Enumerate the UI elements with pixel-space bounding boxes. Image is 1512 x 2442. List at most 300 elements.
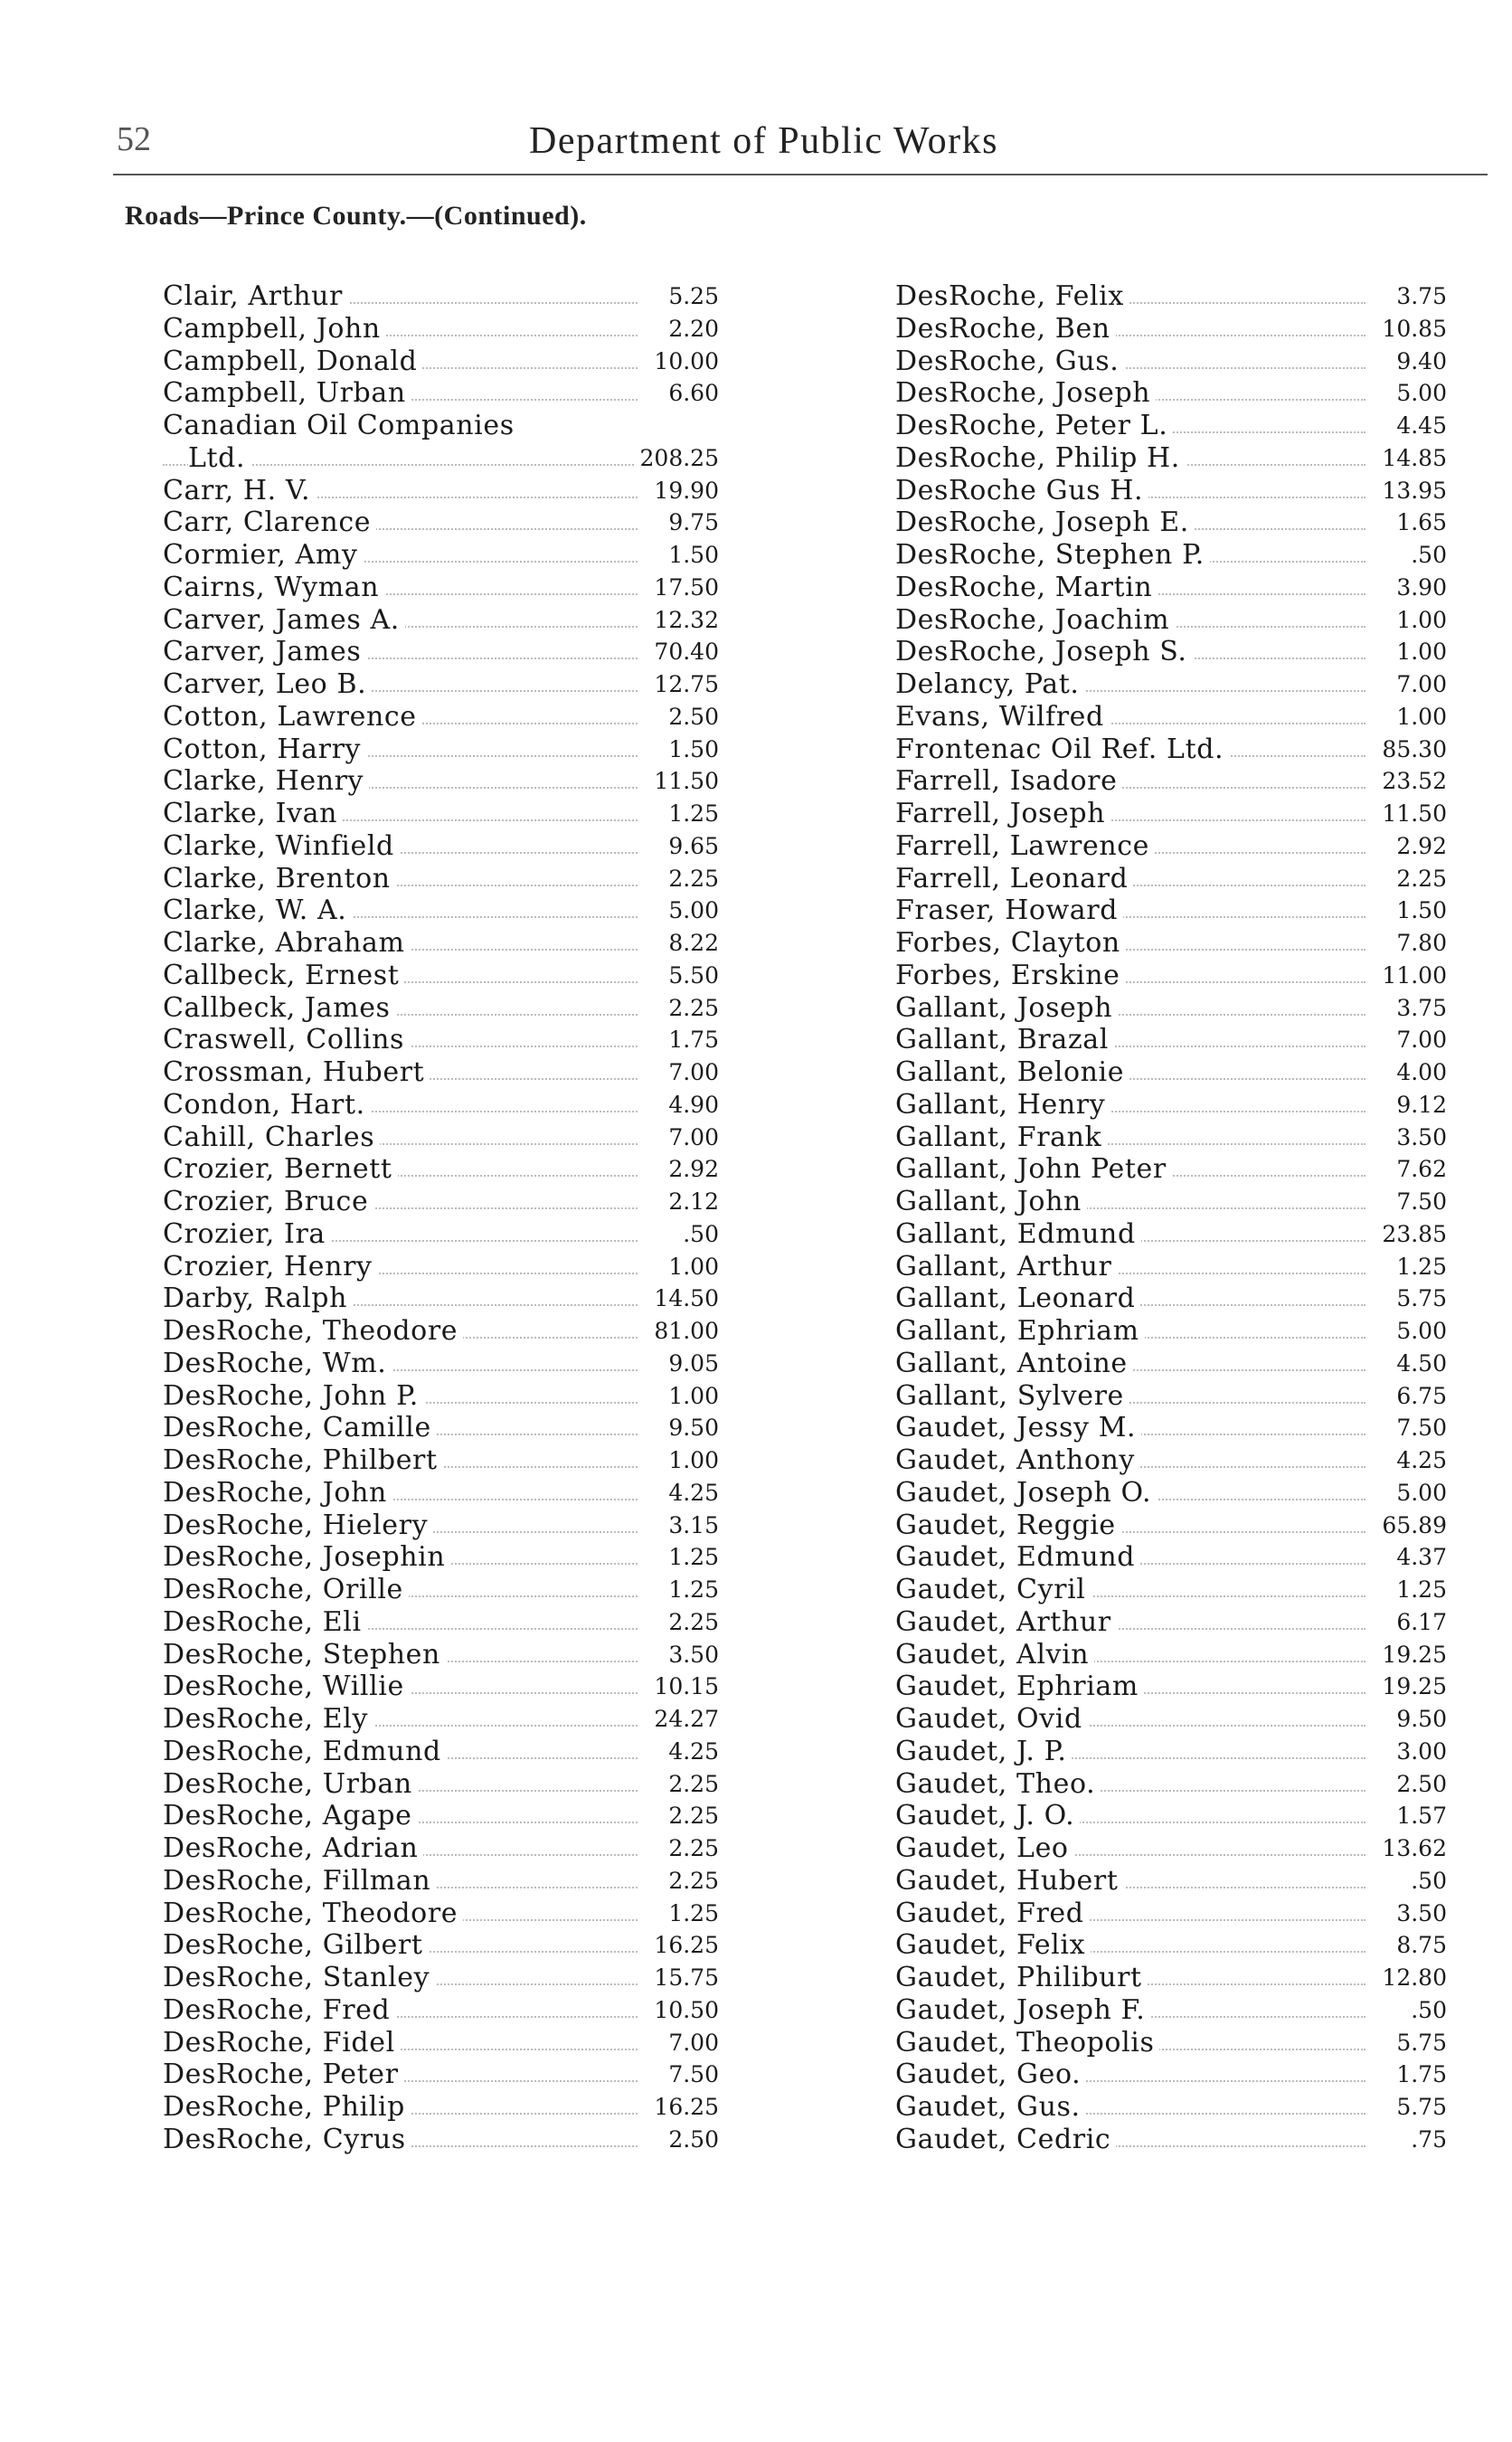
amount: 4.25 — [1391, 1444, 1447, 1477]
ledger-row — [895, 280, 1447, 313]
payee-name: DesRoche, John P. — [163, 1380, 424, 1413]
payee-name: Gallant, Henry — [895, 1089, 1110, 1122]
payee-name: Gaudet, Arthur — [895, 1606, 1117, 1639]
ledger-row — [895, 2027, 1447, 2059]
payee-name: DesRoche Gus H. — [895, 475, 1148, 507]
payee-name: Gaudet, Joseph F. — [895, 1994, 1150, 2027]
amount: 65.89 — [1376, 1510, 1447, 1542]
amount: 2.25 — [663, 1768, 719, 1801]
ledger-row — [163, 1412, 719, 1444]
ledger-row — [895, 1251, 1447, 1283]
amount: 3.75 — [1391, 992, 1447, 1025]
ledger-row — [163, 377, 719, 410]
amount: 2.92 — [1391, 830, 1447, 863]
amount: 85.30 — [1376, 734, 1447, 766]
amount: 5.75 — [1391, 1283, 1447, 1315]
ledger-row — [163, 1153, 719, 1186]
amount: 23.52 — [1376, 765, 1447, 798]
amount: 13.62 — [1376, 1832, 1447, 1865]
ledger-row — [895, 1671, 1447, 1703]
ledger-row — [895, 701, 1447, 734]
payee-name: Gallant, Frank — [895, 1122, 1107, 1154]
payee-name: DesRoche, Philbert — [163, 1444, 443, 1477]
amount: 15.75 — [648, 1962, 719, 1994]
payee-name: Gaudet, Anthony — [895, 1444, 1140, 1477]
payee-name: Craswell, Collins — [163, 1024, 410, 1056]
payee-name: Gaudet, Ephriam — [895, 1671, 1144, 1703]
ledger-row — [895, 313, 1447, 345]
amount: 3.00 — [1391, 1736, 1447, 1768]
ledger-row — [895, 927, 1447, 960]
payee-name: Forbes, Clayton — [895, 927, 1126, 960]
payee-name: DesRoche, Stephen P. — [895, 539, 1210, 572]
ledger-row — [163, 1994, 719, 2027]
payee-name: Callbeck, Ernest — [163, 960, 404, 992]
ledger-row — [163, 1898, 719, 1930]
amount: 5.00 — [663, 894, 719, 927]
amount: 6.17 — [1391, 1606, 1447, 1639]
amount: 17.50 — [648, 572, 719, 604]
ledger-row — [163, 1671, 719, 1703]
payee-name: Ltd. — [188, 442, 250, 475]
amount: 10.85 — [1376, 313, 1447, 345]
payee-name: Cotton, Harry — [163, 734, 366, 766]
payee-name: DesRoche, Eli — [163, 1606, 367, 1639]
payee-name: DesRoche, Ely — [163, 1703, 373, 1736]
amount: 5.00 — [1391, 377, 1447, 410]
amount: 4.25 — [663, 1477, 719, 1510]
ledger-row — [163, 313, 719, 345]
ledger-row — [895, 1218, 1447, 1251]
payee-name: Delancy, Pat. — [895, 668, 1085, 701]
amount: 208.25 — [635, 442, 719, 475]
amount: 1.65 — [1391, 506, 1447, 539]
ledger-row — [895, 798, 1447, 830]
ledger-row — [163, 1541, 719, 1574]
ledger-row — [163, 1768, 719, 1801]
payee-name: Gaudet, Edmund — [895, 1541, 1140, 1574]
amount: 9.65 — [663, 830, 719, 863]
payee-name: Gaudet, J. P. — [895, 1736, 1072, 1768]
amount: 2.25 — [1391, 863, 1447, 895]
ledger-row — [163, 830, 719, 863]
amount: .50 — [677, 1218, 719, 1251]
amount: 7.00 — [663, 1056, 719, 1089]
payee-name: Farrell, Joseph — [895, 798, 1110, 830]
amount: 9.12 — [1391, 1089, 1447, 1122]
amount: 19.90 — [648, 475, 719, 507]
amount: 23.85 — [1376, 1218, 1447, 1251]
ledger-row — [895, 1703, 1447, 1736]
payee-name: DesRoche, Josephin — [163, 1541, 450, 1574]
ledger-row — [163, 1218, 719, 1251]
payee-name: DesRoche, Joseph E. — [895, 506, 1195, 539]
ledger-row — [895, 636, 1447, 668]
payee-name: Evans, Wilfred — [895, 701, 1110, 734]
ledger-row — [163, 1832, 719, 1865]
ledger-row — [163, 1606, 719, 1639]
ledger-row — [895, 1541, 1447, 1574]
payee-name: Clair, Arthur — [163, 280, 348, 313]
payee-name: Gaudet, J. O. — [895, 1800, 1080, 1832]
ledger-row — [895, 1477, 1447, 1510]
ledger-row — [163, 1510, 719, 1542]
amount: 7.62 — [1391, 1153, 1447, 1186]
ledger-row — [895, 1283, 1447, 1315]
amount: 12.32 — [648, 604, 719, 637]
amount: 2.20 — [663, 313, 719, 345]
payee-name: Clarke, W. A. — [163, 894, 352, 927]
payee-name: Clarke, Henry — [163, 765, 369, 798]
page-header — [113, 119, 1469, 174]
payee-name: DesRoche, Philip H. — [895, 442, 1186, 475]
ledger-row — [163, 1315, 719, 1348]
payee-name: Gaudet, Felix — [895, 1929, 1091, 1962]
ledger-row — [163, 280, 719, 313]
payee-name: DesRoche, Theodore — [163, 1315, 463, 1348]
page-title: Department of Public Works — [529, 120, 998, 162]
payee-name: DesRoche, Theodore — [163, 1898, 463, 1930]
ledger-row — [163, 1056, 719, 1089]
payee-name: Farrell, Leonard — [895, 863, 1133, 895]
amount: 1.00 — [1391, 701, 1447, 734]
ledger-row — [895, 1736, 1447, 1768]
amount: 2.50 — [663, 2124, 719, 2156]
amount: 1.50 — [663, 734, 719, 766]
right-column — [895, 280, 1447, 2156]
amount: 2.50 — [1391, 1768, 1447, 1801]
payee-name: Campbell, Urban — [163, 377, 411, 410]
amount: 8.75 — [1391, 1929, 1447, 1962]
amount: 3.90 — [1391, 572, 1447, 604]
payee-name: Campbell, Donald — [163, 345, 422, 378]
payee-name: Gaudet, Cyril — [895, 1574, 1091, 1606]
ledger-row — [895, 1994, 1447, 2027]
amount: 13.95 — [1376, 475, 1447, 507]
payee-name: Gaudet, Reggie — [895, 1510, 1121, 1542]
payee-name: Crozier, Bernett — [163, 1153, 398, 1186]
payee-name: Gaudet, Jessy M. — [895, 1412, 1141, 1444]
ledger-row — [895, 1832, 1447, 1865]
ledger-row — [163, 475, 719, 507]
ledger-row — [895, 1574, 1447, 1606]
amount: 12.75 — [648, 668, 719, 701]
payee-name: Gallant, Belonie — [895, 1056, 1129, 1089]
amount: 16.25 — [648, 2091, 719, 2124]
amount: 10.00 — [648, 345, 719, 378]
ledger-row — [163, 506, 719, 539]
ledger-row — [163, 442, 719, 475]
left-column — [163, 280, 719, 2156]
payee-name: Clarke, Winfield — [163, 830, 400, 863]
ledger-row — [163, 992, 719, 1025]
payee-name: Callbeck, James — [163, 992, 396, 1025]
amount: .50 — [1405, 539, 1447, 572]
amount: 5.25 — [663, 280, 719, 313]
payee-name: DesRoche, Edmund — [163, 1736, 447, 1768]
ledger-row — [163, 701, 719, 734]
payee-name: Farrell, Lawrence — [895, 830, 1155, 863]
payee-name: DesRoche, Agape — [163, 1800, 418, 1832]
amount: 8.22 — [663, 927, 719, 960]
amount: 19.25 — [1376, 1671, 1447, 1703]
amount: 9.50 — [663, 1412, 719, 1444]
payee-name: Canadian Oil Companies — [163, 410, 520, 442]
ledger-row — [895, 572, 1447, 604]
ledger-row — [895, 1639, 1447, 1671]
amount: 4.90 — [663, 1089, 719, 1122]
payee-name: Crozier, Bruce — [163, 1186, 373, 1218]
header-rule — [113, 174, 1488, 175]
payee-name: Crossman, Hubert — [163, 1056, 430, 1089]
payee-name: Carr, H. V. — [163, 475, 316, 507]
ledger-row — [895, 345, 1447, 378]
payee-name: Gaudet, Hubert — [895, 1865, 1124, 1898]
payee-name: Gallant, John — [895, 1186, 1087, 1218]
ledger-row — [895, 1412, 1447, 1444]
payee-name: DesRoche, Stephen — [163, 1639, 446, 1671]
amount: 4.25 — [663, 1736, 719, 1768]
payee-name: DesRoche, Peter L. — [895, 410, 1173, 442]
ledger-row — [163, 1444, 719, 1477]
ledger-row — [895, 1315, 1447, 1348]
payee-name: Gaudet, Cedric — [895, 2124, 1116, 2156]
amount: 3.50 — [1391, 1898, 1447, 1930]
ledger-row — [163, 1024, 719, 1056]
ledger-row — [895, 992, 1447, 1025]
amount: 9.75 — [663, 506, 719, 539]
ledger-row — [895, 960, 1447, 992]
ledger-row — [163, 734, 719, 766]
amount: 4.37 — [1391, 1541, 1447, 1574]
ledger-row — [895, 377, 1447, 410]
amount: 6.60 — [663, 377, 719, 410]
ledger-row — [895, 894, 1447, 927]
amount: 1.50 — [1391, 894, 1447, 927]
payee-name: Gaudet, Alvin — [895, 1639, 1094, 1671]
payee-name: Carver, James — [163, 636, 366, 668]
ledger-row — [895, 1962, 1447, 1994]
payee-name: Gallant, Antoine — [895, 1348, 1133, 1380]
ledger-row — [163, 863, 719, 895]
ledger-row — [163, 960, 719, 992]
payee-name: Gaudet, Geo. — [895, 2059, 1086, 2091]
amount: 7.00 — [1391, 668, 1447, 701]
amount: 1.75 — [663, 1024, 719, 1056]
ledger-row — [895, 506, 1447, 539]
amount: 11.00 — [1376, 960, 1447, 992]
amount: 14.50 — [648, 1283, 719, 1315]
amount: 11.50 — [648, 765, 719, 798]
amount: 1.00 — [663, 1251, 719, 1283]
ledger-row — [163, 1380, 719, 1413]
ledger-row — [895, 1348, 1447, 1380]
payee-name: Crozier, Ira — [163, 1218, 331, 1251]
ledger-row — [895, 1865, 1447, 1898]
ledger-row — [895, 1898, 1447, 1930]
ledger-row — [895, 1768, 1447, 1801]
amount: 2.50 — [663, 701, 719, 734]
payee-name: DesRoche, Adrian — [163, 1832, 423, 1865]
payee-name: Gallant, Sylvere — [895, 1380, 1129, 1413]
ledger-row — [163, 1736, 719, 1768]
ledger-row — [895, 1380, 1447, 1413]
amount: 1.00 — [663, 1444, 719, 1477]
payee-name: Cahill, Charles — [163, 1122, 380, 1154]
ledger-row — [163, 1639, 719, 1671]
payee-name: Clarke, Ivan — [163, 798, 343, 830]
amount: 81.00 — [648, 1315, 719, 1348]
amount: 12.80 — [1376, 1962, 1447, 1994]
amount: 4.45 — [1391, 410, 1447, 442]
ledger-row — [895, 1089, 1447, 1122]
ledger-row — [163, 539, 719, 572]
amount: 4.50 — [1391, 1348, 1447, 1380]
payee-name: DesRoche, Joachim — [895, 604, 1175, 637]
amount: 6.75 — [1391, 1380, 1447, 1413]
ledger-row — [163, 410, 719, 442]
payee-name: Gaudet, Joseph O. — [895, 1477, 1157, 1510]
payee-name: DesRoche, Fillman — [163, 1865, 436, 1898]
amount: 14.85 — [1376, 442, 1447, 475]
ledger-row — [163, 1477, 719, 1510]
payee-name: Gaudet, Theopolis — [895, 2027, 1159, 2059]
payee-name: DesRoche, Gus. — [895, 345, 1124, 378]
payee-name: Crozier, Henry — [163, 1251, 378, 1283]
payee-name: Gaudet, Fred — [895, 1898, 1090, 1930]
ledger-row — [163, 345, 719, 378]
amount: 4.00 — [1391, 1056, 1447, 1089]
ledger-row — [895, 442, 1447, 475]
amount: 5.00 — [1391, 1315, 1447, 1348]
payee-name: Gaudet, Theo. — [895, 1768, 1101, 1801]
amount: 1.25 — [663, 1898, 719, 1930]
amount: 2.25 — [663, 1800, 719, 1832]
ledger-row — [163, 1962, 719, 1994]
ledger-row — [895, 863, 1447, 895]
payee-name: DesRoche, Orille — [163, 1574, 409, 1606]
ledger-row — [163, 1800, 719, 1832]
payee-name: DesRoche, Philip — [163, 2091, 411, 2124]
ledger-row — [163, 2059, 719, 2091]
payee-name: Gaudet, Ovid — [895, 1703, 1088, 1736]
ledger-row — [163, 2027, 719, 2059]
amount: 7.50 — [1391, 1186, 1447, 1218]
ledger-row — [895, 765, 1447, 798]
ledger-row — [895, 1122, 1447, 1154]
amount: 7.00 — [1391, 1024, 1447, 1056]
amount: 2.25 — [663, 1832, 719, 1865]
amount: 3.50 — [1391, 1122, 1447, 1154]
amount: 1.00 — [663, 1380, 719, 1413]
payee-name: DesRoche, Joseph S. — [895, 636, 1193, 668]
ledger-row — [163, 572, 719, 604]
payee-name: Condon, Hart. — [163, 1089, 371, 1122]
payee-name: Gallant, Leonard — [895, 1283, 1140, 1315]
ledger-row — [163, 1251, 719, 1283]
payee-name: Gaudet, Gus. — [895, 2091, 1086, 2124]
payee-name: DesRoche, Urban — [163, 1768, 418, 1801]
amount: 9.05 — [663, 1348, 719, 1380]
ledger-row — [163, 798, 719, 830]
ledger-row — [895, 830, 1447, 863]
payee-name: DesRoche, Willie — [163, 1671, 410, 1703]
ledger-row — [163, 1348, 719, 1380]
amount: 2.25 — [663, 992, 719, 1025]
ledger-row — [163, 1703, 719, 1736]
payee-name: Gallant, Edmund — [895, 1218, 1141, 1251]
ledger-row — [895, 2091, 1447, 2124]
amount: 10.15 — [648, 1671, 719, 1703]
payee-name: DesRoche, Gilbert — [163, 1929, 429, 1962]
amount: 70.40 — [648, 636, 719, 668]
payee-name: Frontenac Oil Ref. Ltd. — [895, 734, 1229, 766]
payee-name: Fraser, Howard — [895, 894, 1123, 927]
ledger-row — [895, 668, 1447, 701]
amount: 1.25 — [663, 1574, 719, 1606]
ledger-row — [895, 1929, 1447, 1962]
ledger-row — [895, 1606, 1447, 1639]
payee-name: Carr, Clarence — [163, 506, 376, 539]
amount: 3.50 — [663, 1639, 719, 1671]
ledger-row — [163, 2124, 719, 2156]
amount: 5.75 — [1391, 2091, 1447, 2124]
amount: 2.92 — [663, 1153, 719, 1186]
amount: 1.50 — [663, 539, 719, 572]
amount: 5.00 — [1391, 1477, 1447, 1510]
amount: 7.50 — [1391, 1412, 1447, 1444]
ledger-row — [163, 636, 719, 668]
amount: .50 — [1405, 1994, 1447, 2027]
payee-name: Darby, Ralph — [163, 1283, 353, 1315]
ledger-row — [163, 1574, 719, 1606]
payee-name: DesRoche, Joseph — [895, 377, 1156, 410]
amount: 2.25 — [663, 863, 719, 895]
ledger-row — [895, 1800, 1447, 1832]
payee-name: DesRoche, Fred — [163, 1994, 395, 2027]
payee-name: Farrell, Isadore — [895, 765, 1122, 798]
payee-name: Gallant, Arthur — [895, 1251, 1117, 1283]
amount: 1.00 — [1391, 604, 1447, 637]
payee-name: DesRoche, Martin — [895, 572, 1158, 604]
payee-name: Gaudet, Philiburt — [895, 1962, 1148, 1994]
payee-name: Cotton, Lawrence — [163, 701, 422, 734]
payee-name: Cairns, Wyman — [163, 572, 384, 604]
ledger-row — [163, 1865, 719, 1898]
amount: 24.27 — [648, 1703, 719, 1736]
amount: .50 — [1405, 1865, 1447, 1898]
ledger-row — [163, 1186, 719, 1218]
payee-name: DesRoche, Cyrus — [163, 2124, 411, 2156]
amount: 3.75 — [1391, 280, 1447, 313]
payee-name: Cormier, Amy — [163, 539, 364, 572]
amount: 7.80 — [1391, 927, 1447, 960]
amount: 2.25 — [663, 1865, 719, 1898]
ledger-row — [895, 1056, 1447, 1089]
amount: 7.00 — [663, 2027, 719, 2059]
payee-name: DesRoche, Camille — [163, 1412, 437, 1444]
ledger-row — [895, 410, 1447, 442]
ledger-row — [895, 475, 1447, 507]
payee-name: DesRoche, Fidel — [163, 2027, 401, 2059]
ledger-row — [163, 2091, 719, 2124]
amount: 2.25 — [663, 1606, 719, 1639]
payee-name: Carver, Leo B. — [163, 668, 372, 701]
payee-name: Clarke, Brenton — [163, 863, 396, 895]
amount: 5.50 — [663, 960, 719, 992]
amount: 10.50 — [648, 1994, 719, 2027]
amount: 1.25 — [1391, 1251, 1447, 1283]
